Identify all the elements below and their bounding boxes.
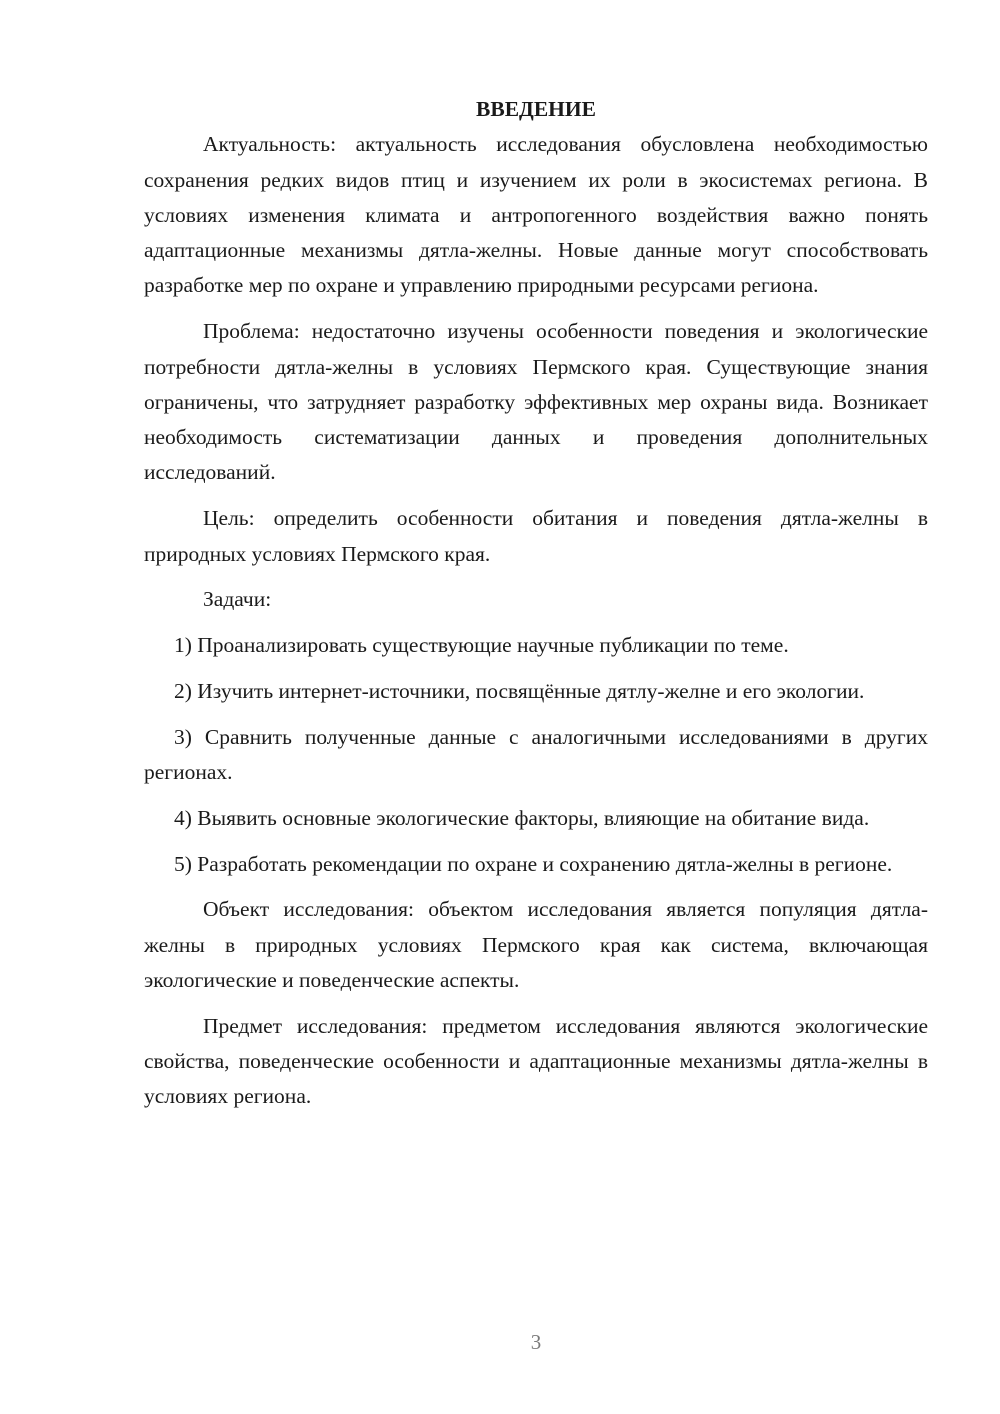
task-item: 2) Изучить интернет-источники, посвящённые дятлу-желне и его экологии.	[174, 678, 865, 703]
paragraph-object: Объект исследования: объектом исследования является популяция дятла-желны в природных условиях Пермского края как система, включающая экологические и поведенческие аспекты.	[144, 897, 928, 993]
paragraph-subject: Предмет исследования: предметом исследования являются экологические свойства, поведенческие особенности и адаптационные механизмы дятла-желны в условиях региона.	[144, 1013, 928, 1109]
task-item: 5) Разработать рекомендации по охране и сохранению дятла-желны в регионе.	[174, 851, 893, 876]
section-title: ВВЕДЕНИЕ	[476, 97, 596, 121]
task-item: 4) Выявить основные экологические факторы, влияющие на обитание вида.	[174, 805, 870, 830]
tasks-heading: Задачи:	[203, 587, 272, 612]
paragraph-goal: Цель: определить особенности обитания и поведения дятла-желны в природных условиях Пермского края.	[144, 506, 928, 566]
task-item: 3) Сравнить полученные данные с аналогичными исследованиями в других регионах.	[144, 724, 928, 785]
paragraph-problem: Проблема: недостаточно изучены особенности поведения и экологические потребности дятла-желны в условиях Пермского края. Существующие знания ограничены, что затрудняет разработку эффективных мер охраны вида. Возникает необходимость систематизации данных и проведения дополнительных исследований.	[144, 319, 928, 485]
page-number: 3	[530, 1330, 542, 1354]
task-item: 1) Проанализировать существующие научные публикации по теме.	[174, 633, 789, 658]
paragraph-relevance: Актуальность: актуальность исследования обусловлена необходимостью сохранения редких видов птиц и изучением их роли в экосистемах региона. В условиях изменения климата и антропогенного воздействия важно понять адаптационные механизмы дятла-желны. Новые данные могут способствовать разработке мер по охране и управлению природными ресурсами региона.	[144, 132, 928, 298]
document-body	[144, 92, 928, 1115]
